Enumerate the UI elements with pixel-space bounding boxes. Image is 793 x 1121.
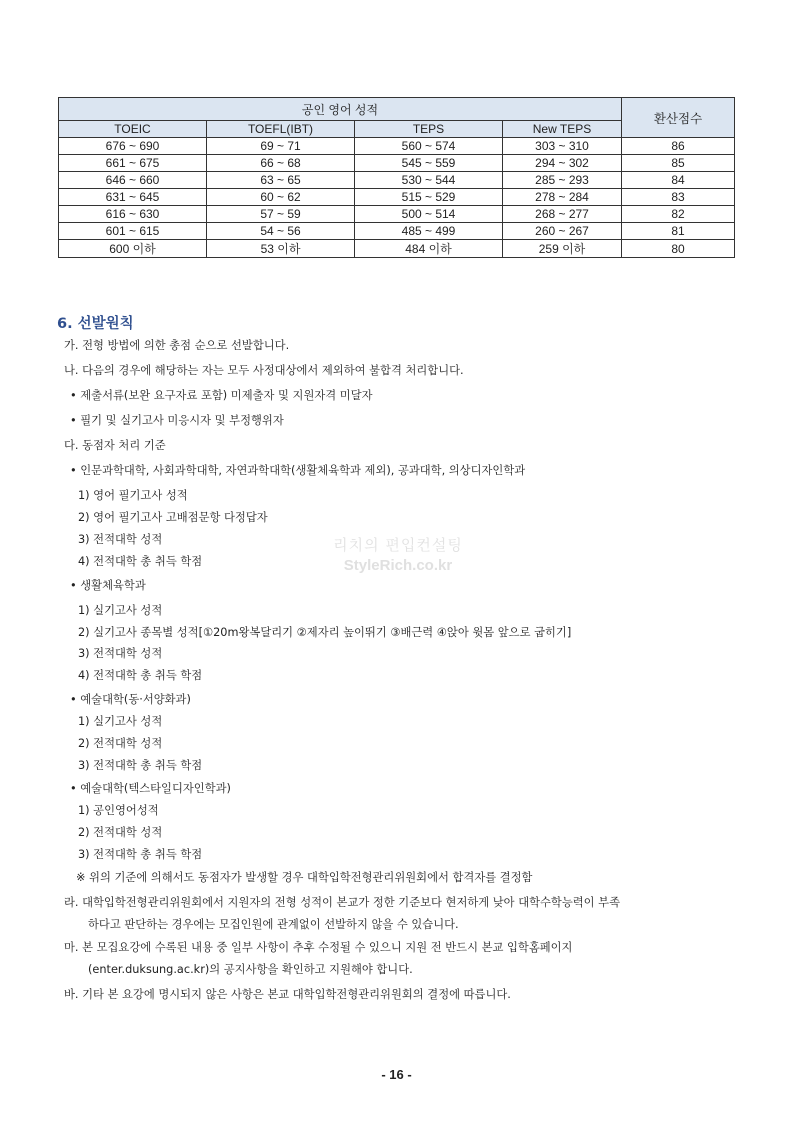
- table-row: [59, 155, 735, 172]
- table-cell: 285 ~ 293: [503, 172, 622, 189]
- table-row: [59, 240, 735, 258]
- list-item: 바. 기타 본 요강에 명시되지 않은 사항은 본교 대학입학전형관리위원회의 결정에 따릅니다.: [64, 988, 511, 1001]
- column-header-new-teps: New TEPS: [503, 121, 622, 138]
- table-cell: 80: [622, 240, 735, 258]
- list-item: 1) 실기고사 성적: [78, 715, 163, 728]
- table-cell: 601 ~ 615: [59, 223, 207, 240]
- list-item: 3) 전적대학 성적: [78, 533, 163, 546]
- table-cell: 485 ~ 499: [355, 223, 503, 240]
- list-item: 2) 전적대학 성적: [78, 826, 163, 839]
- table-cell: 268 ~ 277: [503, 206, 622, 223]
- list-item: 2) 실기고사 종목별 성적[①20m왕복달리기 ②제자리 높이뛰기 ③배근력 ④앉아 윗몸 앞으로 굽히기]: [78, 626, 572, 639]
- table-cell: 260 ~ 267: [503, 223, 622, 240]
- table-row: [59, 189, 735, 206]
- table-cell: 259 이하: [503, 240, 622, 258]
- table-cell: 54 ~ 56: [207, 223, 355, 240]
- list-item: 1) 실기고사 성적: [78, 604, 163, 617]
- list-item: • 예술대학(동·서양화과): [70, 693, 191, 706]
- table-cell: 661 ~ 675: [59, 155, 207, 172]
- column-header-teps: TEPS: [355, 121, 503, 138]
- table-cell: 81: [622, 223, 735, 240]
- list-item: 가. 전형 방법에 의한 총점 순으로 선발합니다.: [64, 339, 290, 352]
- page-number: - 16 -: [381, 1067, 412, 1082]
- list-item: • 예술대학(텍스타일디자인학과): [70, 782, 231, 795]
- list-item: • 생활체육학과: [70, 579, 146, 592]
- table-cell: 616 ~ 630: [59, 206, 207, 223]
- table-cell: 530 ~ 544: [355, 172, 503, 189]
- watermark: [318, 534, 478, 574]
- list-item: • 필기 및 실기고사 미응시자 및 부정행위자: [70, 414, 284, 427]
- table-cell: 631 ~ 645: [59, 189, 207, 206]
- table-cell: 85: [622, 155, 735, 172]
- table-cell: 60 ~ 62: [207, 189, 355, 206]
- table-cell: 484 이하: [355, 240, 503, 258]
- list-item: 마. 본 모집요강에 수록된 내용 중 일부 사항이 추후 수정될 수 있으니 지원 전 반드시 본교 입학홈페이지: [64, 941, 573, 954]
- list-item: 3) 전적대학 총 취득 학점: [78, 759, 203, 772]
- list-item: 나. 다음의 경우에 해당하는 자는 모두 사정대상에서 제외하여 불합격 처리합니다.: [64, 364, 464, 377]
- list-item: (enter.duksung.ac.kr)의 공지사항을 확인하고 지원해야 합니다.: [88, 963, 413, 976]
- list-item: 다. 동점자 처리 기준: [64, 439, 166, 452]
- list-item: • 제출서류(보완 요구자료 포함) 미제출자 및 지원자격 미달자: [70, 389, 373, 402]
- table-cell: 84: [622, 172, 735, 189]
- table-cell: 600 이하: [59, 240, 207, 258]
- table-row: [59, 223, 735, 240]
- list-item: 3) 전적대학 성적: [78, 647, 163, 660]
- list-item: 2) 영어 필기고사 고배점문항 다정답자: [78, 511, 268, 524]
- english-score-table: [58, 97, 735, 258]
- list-item: 3) 전적대학 총 취득 학점: [78, 848, 203, 861]
- table-cell: 676 ~ 690: [59, 138, 207, 155]
- table-cell: 82: [622, 206, 735, 223]
- table-cell: 83: [622, 189, 735, 206]
- column-header-toeic: TOEIC: [59, 121, 207, 138]
- list-item: 4) 전적대학 총 취득 학점: [78, 555, 203, 568]
- list-item: 4) 전적대학 총 취득 학점: [78, 669, 203, 682]
- table-cell: 303 ~ 310: [503, 138, 622, 155]
- table-cell: 560 ~ 574: [355, 138, 503, 155]
- list-item: 라. 대학입학전형관리위원회에서 지원자의 전형 성적이 본교가 정한 기준보다 현저하게 낮아 대학수학능력이 부족: [64, 896, 620, 909]
- list-item: 1) 공인영어성적: [78, 804, 159, 817]
- table-cell: 515 ~ 529: [355, 189, 503, 206]
- list-item: ※ 위의 기준에 의해서도 동점자가 발생할 경우 대학입학전형관리위원회에서 합격자를 결정함: [76, 871, 533, 884]
- table-cell: 53 이하: [207, 240, 355, 258]
- watermark-korean: 리치의 편입컨설팅: [333, 536, 463, 554]
- table-row: [59, 172, 735, 189]
- table-cell: 86: [622, 138, 735, 155]
- table-cell: 646 ~ 660: [59, 172, 207, 189]
- table-cell: 278 ~ 284: [503, 189, 622, 206]
- table-cell: 63 ~ 65: [207, 172, 355, 189]
- table-cell: 500 ~ 514: [355, 206, 503, 223]
- list-item: • 인문과학대학, 사회과학대학, 자연과학대학(생활체육학과 제외), 공과대학, 의상디자인학과: [70, 464, 526, 477]
- column-header-toefl: TOEFL(IBT): [207, 121, 355, 138]
- section-title: 6. 선발원칙: [57, 316, 134, 332]
- list-item: 1) 영어 필기고사 성적: [78, 489, 188, 502]
- table-cell: 545 ~ 559: [355, 155, 503, 172]
- score-header: 환산점수: [622, 98, 735, 138]
- group-header: 공인 영어 성적: [59, 98, 622, 121]
- table-cell: 57 ~ 59: [207, 206, 355, 223]
- list-item: 하다고 판단하는 경우에는 모집인원에 관계없이 선발하지 않을 수 있습니다.: [88, 918, 459, 931]
- table-row: [59, 138, 735, 155]
- table-cell: 294 ~ 302: [503, 155, 622, 172]
- table-cell: 66 ~ 68: [207, 155, 355, 172]
- table-cell: 69 ~ 71: [207, 138, 355, 155]
- list-item: 2) 전적대학 성적: [78, 737, 163, 750]
- table-row: [59, 206, 735, 223]
- watermark-english: StyleRich.co.kr: [343, 557, 453, 574]
